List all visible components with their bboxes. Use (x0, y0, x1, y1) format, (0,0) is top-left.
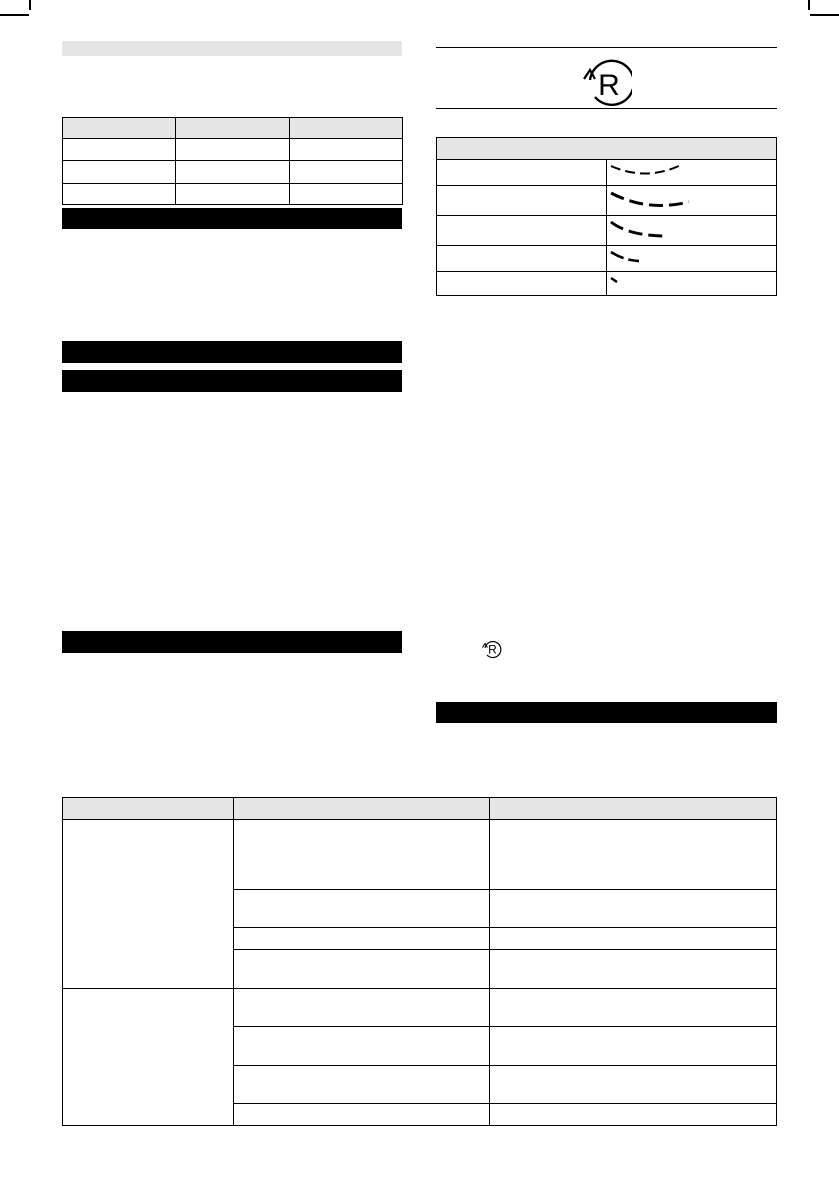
table-cell (289, 184, 402, 205)
table-cell (63, 118, 176, 139)
level-indicator (607, 186, 777, 216)
remedy-cell (490, 1104, 777, 1126)
table-cell (63, 139, 176, 161)
pressure-level-table (436, 137, 777, 296)
svg-text:R: R (598, 69, 620, 102)
header-cell-cause (234, 798, 490, 820)
dash-arc-2-icon (607, 246, 697, 266)
table-cell (289, 118, 402, 139)
table-cell (176, 184, 289, 205)
level-label (437, 160, 607, 186)
dash-arc-5-icon (607, 160, 697, 180)
remedy-cell (490, 820, 777, 890)
crop-mark-top-right (810, 14, 839, 16)
dash-arc-3-icon (607, 216, 697, 240)
table-row (63, 161, 403, 184)
table-row (437, 216, 777, 246)
cause-cell (234, 820, 490, 890)
fault-cell (63, 989, 234, 1126)
table-row (63, 820, 777, 890)
cause-cell (234, 1027, 490, 1066)
reset-r-small-icon (480, 638, 502, 660)
table-cell (289, 139, 402, 161)
table-header-row (63, 798, 777, 820)
table-cell (63, 184, 176, 205)
symbol-rule-top (436, 47, 777, 48)
cause-cell (234, 950, 490, 989)
remedy-cell (490, 1066, 777, 1104)
table-row (437, 246, 777, 272)
remedy-cell (490, 950, 777, 989)
table-cell (176, 118, 289, 139)
level-indicator (607, 272, 777, 296)
section-heading-bar (62, 370, 402, 392)
svg-text:R: R (488, 642, 497, 657)
cause-cell (234, 890, 490, 928)
section-heading-bar (436, 702, 777, 723)
symbol-rule-bottom (436, 108, 777, 109)
section-header-grey (62, 41, 402, 56)
cause-cell (234, 1104, 490, 1126)
table-row (437, 160, 777, 186)
table-cell (289, 161, 402, 184)
dash-arc-4-icon (607, 186, 697, 210)
section-heading-bar (62, 341, 402, 363)
remedy-cell (490, 989, 777, 1027)
table-row (437, 186, 777, 216)
fault-cell (63, 820, 234, 989)
remedy-cell (490, 928, 777, 950)
crop-mark-left-vertical (29, 0, 31, 10)
troubleshooting-table (62, 797, 777, 1126)
cause-cell (234, 928, 490, 950)
table-header-row (63, 118, 403, 139)
cause-cell (234, 1066, 490, 1104)
header-cell-remedy (490, 798, 777, 820)
level-label (437, 186, 607, 216)
header-cell-fault (63, 798, 234, 820)
table-cell (176, 161, 289, 184)
level-label (437, 216, 607, 246)
table-header-cell (437, 138, 777, 160)
level-label (437, 246, 607, 272)
section-heading-bar (62, 208, 402, 229)
reset-r-icon (578, 58, 632, 106)
table-row (63, 989, 777, 1027)
level-indicator (607, 160, 777, 186)
table-row (63, 184, 403, 205)
level-indicator (607, 216, 777, 246)
table-header-row (437, 138, 777, 160)
dash-arc-1-icon (607, 272, 697, 290)
table-cell (176, 139, 289, 161)
table-cell (63, 161, 176, 184)
table-row (63, 139, 403, 161)
table-row (437, 272, 777, 296)
remedy-cell (490, 1027, 777, 1066)
crop-mark-top-left (0, 14, 29, 16)
section-heading-bar (62, 631, 402, 653)
remedy-cell (490, 890, 777, 928)
crop-mark-right-vertical (808, 0, 810, 10)
level-indicator (607, 246, 777, 272)
level-label (437, 272, 607, 296)
cause-cell (234, 989, 490, 1027)
left-spec-table (62, 117, 403, 205)
